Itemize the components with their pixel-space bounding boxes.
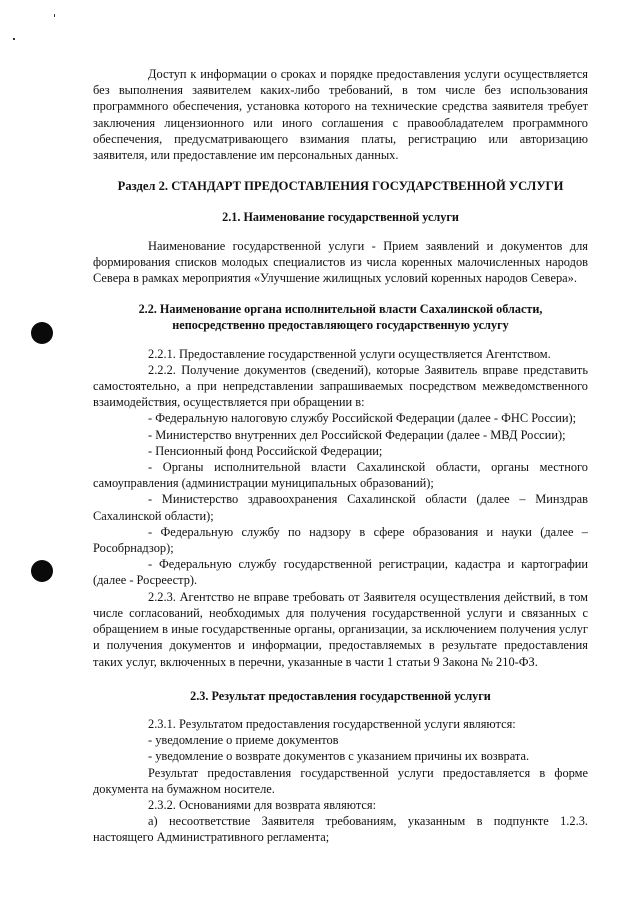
section-2-1-text: Наименование государственной услуги - Прием заявлений и документов для формирования списков молодых специалистов из числа коренных малочисленных народов Севера в рамках мероприятия «Улучшение жилищных условий коренных народов Севера». (93, 238, 588, 286)
scan-speck (54, 14, 55, 17)
bullet-pfr: - Пенсионный фонд Российской Федерации; (148, 443, 383, 458)
result-item-acceptance: - уведомление о приеме документов (148, 733, 339, 748)
bullet-minzdrav: - Министерство здравоохранения Сахалинской области (далее – Минздрав Сахалинской области); (93, 492, 588, 523)
section-2-2-title-line2: непосредственно предоставляющего государственную услугу (172, 318, 509, 333)
paragraph-2-3-1: 2.3.1. Результатом предоставления государственной услуги являются: (148, 716, 516, 731)
section-2-title: Раздел 2. СТАНДАРТ ПРЕДОСТАВЛЕНИЯ ГОСУДАРСТВЕННОЙ УСЛУГИ (117, 179, 564, 194)
intro-paragraph: Доступ к информации о сроках и порядке предоставления услуги осуществляется без выполнения заявителем каких-либо требований, в том числе без использования программного обеспечения, установка которого на технические средства заявителя требует заключения лицензионного или иного соглашения с правообладателем программного обеспечения, предусматривающего взимания платы, регистрацию или авторизацию заявителя, или предоставление им персональных данных. (93, 67, 588, 163)
bullet-rosreestr: - Федеральную службу государственной регистрации, кадастра и картографии (далее - Росреестр). (93, 557, 588, 588)
scan-speck (13, 38, 15, 40)
hole-punch-bottom (31, 560, 53, 582)
section-2-2-title-line1: 2.2. Наименование органа исполнительной власти Сахалинской области, (138, 302, 543, 317)
paragraph-2-2-2: 2.2.2. Получение документов (сведений), которые Заявитель вправе представить самостоятельно, а при непредставлении запрашиваемых посредством межведомственного взаимодействия, осуществляется при обращении в: (93, 362, 588, 410)
paragraph-2-2-1: 2.2.1. Предоставление государственной услуги осуществляется Агентством. (148, 346, 551, 361)
bullet-fns: - Федеральную налоговую службу Российской Федерации (далее - ФНС России); (148, 411, 577, 426)
paragraph-2-3-2-a: а) несоответствие Заявителя требованиям, указанным в подпункте 1.2.3. настоящего Административного регламента; (93, 814, 588, 845)
bullet-mvd: - Министерство внутренних дел Российской Федерации (далее - МВД России); (148, 427, 566, 442)
paragraph-2-2-3: 2.2.3. Агентство не вправе требовать от Заявителя осуществления действий, в том числе согласований, необходимых для получения государственной услуги и связанных с обращением в иные государственные органы, организации, за исключением получения услуг и получения документов и информации, предоставляемых в результате предоставления таких услуг, включенных в перечни, указанные в части 1 статьи 9 Закона № 210-ФЗ. (93, 589, 588, 669)
hole-punch-top (31, 322, 53, 344)
document-page (93, 66, 588, 846)
result-form-paragraph: Результат предоставления государственной услуги предоставляется в форме документа на бумажном носителе. (93, 765, 588, 796)
section-2-3-title: 2.3. Результат предоставления государственной услуги (190, 688, 491, 703)
result-item-return: - уведомление о возврате документов с указанием причины их возврата. (148, 749, 530, 764)
paragraph-2-3-2: 2.3.2. Основаниями для возврата являются: (148, 797, 377, 812)
section-2-1-title: 2.1. Наименование государственной услуги (222, 210, 459, 225)
bullet-regional-authorities: - Органы исполнительной власти Сахалинской области, органы местного самоуправления (администрации муниципальных образований); (93, 460, 588, 491)
bullet-rosobrnadzor: - Федеральную службу по надзору в сфере образования и науки (далее – Рособрнадзор); (93, 524, 588, 556)
